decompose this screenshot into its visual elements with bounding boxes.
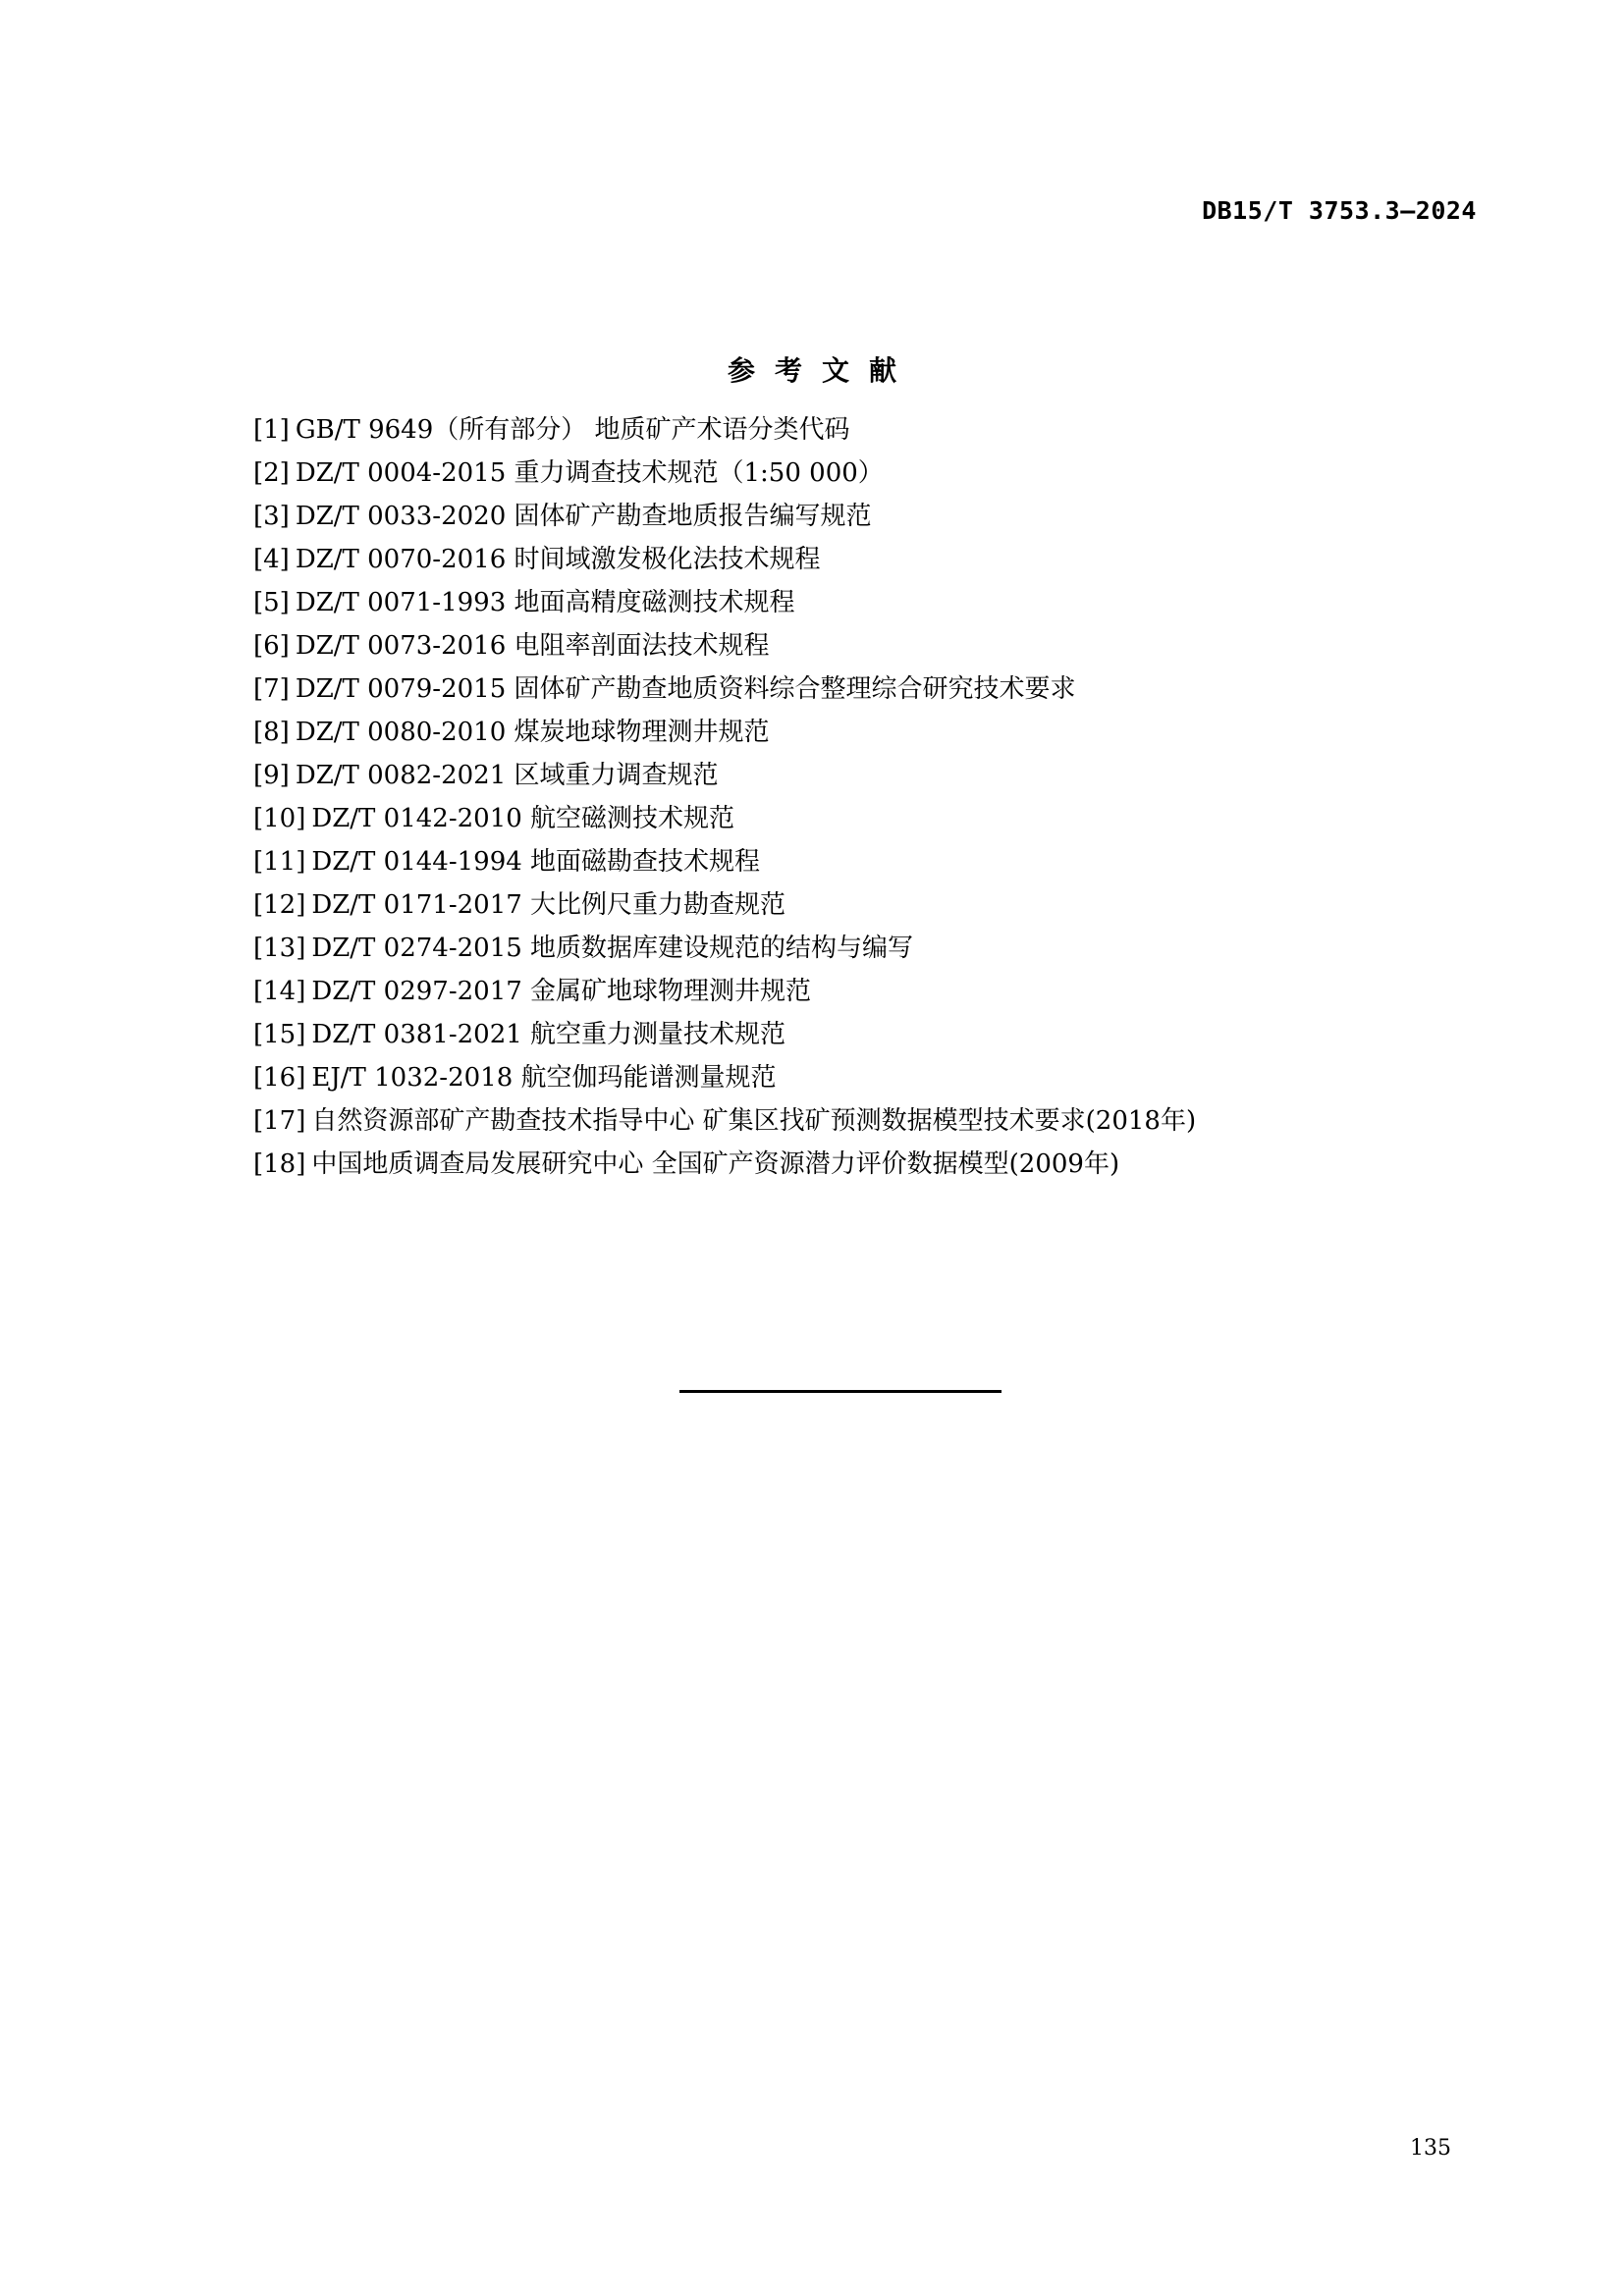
reference-item <box>253 711 1382 754</box>
reference-number: [11] <box>253 847 306 877</box>
page-number: 135 <box>1410 2136 1451 2161</box>
reference-text: DZ/T 0082-2021 区域重力调查规范 <box>295 761 719 790</box>
reference-number: [14] <box>253 977 306 1006</box>
reference-number: [6] <box>253 631 290 661</box>
reference-number: [18] <box>253 1149 306 1179</box>
reference-number: [10] <box>253 804 306 833</box>
reference-text: DZ/T 0080-2010 煤炭地球物理测井规范 <box>295 718 770 747</box>
reference-text: DZ/T 0033-2020 固体矿产勘查地质报告编写规范 <box>295 502 872 531</box>
reference-item <box>253 667 1382 711</box>
reference-item <box>253 408 1382 452</box>
reference-number: [5] <box>253 588 290 617</box>
reference-item <box>253 883 1382 927</box>
reference-text: DZ/T 0004-2015 重力调查技术规范（1:50 000） <box>295 458 884 488</box>
reference-number: [15] <box>253 1020 306 1049</box>
reference-item <box>253 538 1382 581</box>
reference-text: EJ/T 1032-2018 航空伽玛能谱测量规范 <box>311 1063 777 1093</box>
reference-text: DZ/T 0297-2017 金属矿地球物理测井规范 <box>311 977 812 1006</box>
reference-number: [12] <box>253 890 306 920</box>
reference-text: DZ/T 0073-2016 电阻率剖面法技术规程 <box>295 631 770 661</box>
reference-item <box>253 624 1382 667</box>
reference-text: 自然资源部矿产勘查技术指导中心 矿集区找矿预测数据模型技术要求(2018年) <box>311 1106 1197 1136</box>
reference-item <box>253 797 1382 840</box>
end-divider <box>679 1390 1001 1393</box>
reference-list <box>253 408 1382 1186</box>
reference-number: [7] <box>253 674 290 704</box>
reference-item <box>253 1056 1382 1099</box>
reference-number: [2] <box>253 458 290 488</box>
reference-text: DZ/T 0381-2021 航空重力测量技术规范 <box>311 1020 786 1049</box>
reference-number: [3] <box>253 502 290 531</box>
document-code: DB15/T 3753.3—2024 <box>1202 196 1477 225</box>
reference-item <box>253 452 1382 495</box>
reference-number: [16] <box>253 1063 306 1093</box>
reference-item <box>253 1143 1382 1186</box>
reference-text: DZ/T 0142-2010 航空磁测技术规范 <box>311 804 735 833</box>
reference-number: [8] <box>253 718 290 747</box>
reference-number: [13] <box>253 934 306 963</box>
reference-item <box>253 927 1382 970</box>
reference-item <box>253 495 1382 538</box>
reference-text: DZ/T 0070-2016 时间域激发极化法技术规程 <box>295 545 821 574</box>
reference-text: GB/T 9649（所有部分） 地质矿产术语分类代码 <box>295 415 850 445</box>
reference-item <box>253 970 1382 1013</box>
reference-text: DZ/T 0144-1994 地面磁勘查技术规程 <box>311 847 761 877</box>
reference-item <box>253 1013 1382 1056</box>
reference-text: DZ/T 0071-1993 地面高精度磁测技术规程 <box>295 588 795 617</box>
reference-number: [17] <box>253 1106 306 1136</box>
reference-text: 中国地质调查局发展研究中心 全国矿产资源潜力评价数据模型(2009年) <box>311 1149 1120 1179</box>
section-title: 参考文献 <box>727 354 916 387</box>
reference-item <box>253 1099 1382 1143</box>
reference-item <box>253 581 1382 624</box>
reference-item <box>253 754 1382 797</box>
reference-text: DZ/T 0171-2017 大比例尺重力勘查规范 <box>311 890 786 920</box>
reference-number: [4] <box>253 545 290 574</box>
reference-number: [9] <box>253 761 290 790</box>
reference-number: [1] <box>253 415 290 445</box>
reference-item <box>253 840 1382 883</box>
reference-text: DZ/T 0274-2015 地质数据库建设规范的结构与编写 <box>311 934 914 963</box>
reference-text: DZ/T 0079-2015 固体矿产勘查地质资料综合整理综合研究技术要求 <box>295 674 1076 704</box>
